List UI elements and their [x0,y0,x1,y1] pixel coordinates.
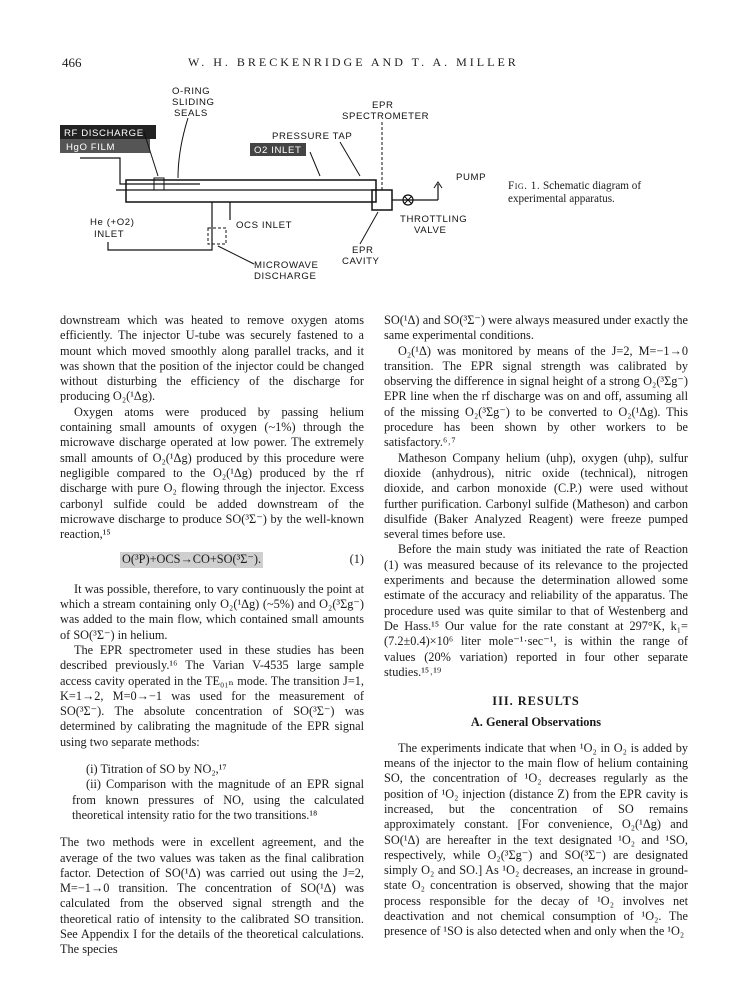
pointer-seals [178,118,188,178]
label-hgo-film: HgO FILM [66,142,116,153]
page-number: 466 [62,55,82,70]
label-spectrometer: SPECTROMETER [342,111,430,122]
list-item: (ii) Comparison with the magnitude of an EPR signal from known pressures of NO, using the calculated theoretical intensity ratio for the two transitions.¹⁸ [72,777,364,822]
apparatus-figure [60,80,500,290]
section-title: III. RESULTS [492,694,580,709]
paragraph: Matheson Company helium (uhp), oxygen (uhp), sulfur dioxide (anhydrous), nitric oxide (technical), nitrogen dioxide, and carbon monoxide (C.P.) were used without further purification. Carbonyl sulfide (Matheson) and carbon disulfide (Baker Analyzed Reagent) were freeze pumped several times before use. [384,450,688,542]
pointer-microwave [218,246,254,264]
label-rf-discharge: RF DISCHARGE [64,128,144,139]
left-column [60,313,364,958]
pointer-o2-inlet [310,152,320,176]
label-epr-cavity-2: CAVITY [342,256,380,267]
apparatus-diagram [60,80,500,290]
label-ocs-inlet: OCS INLET [236,220,293,231]
paragraph: O₂(¹Δ) was monitored by means of the J=2, M=−1→0 transition. The EPR signal strength was calibrated by observing the difference in signal height of a strong O₂(³Σg⁻) EPR line when the rf discharge was on and off, assuming all of the missing O₂(³Σg⁻) to be converted to O₂(¹Δg). This procedure has been shown by other workers to be satisfactory.⁶˒⁷ [384,343,688,450]
paragraph: It was possible, therefore, to vary continuously the point at which a stream containing only O₂(¹Δg) (~5%) and O₂(³Σg⁻) was added to the main flow, which contained small amounts of SO(³Σ⁻) in helium. [60,581,364,642]
label-epr-cavity-1: EPR [352,245,374,256]
label-microwave: MICROWAVE [254,260,319,271]
paragraph: downstream which was heated to remove oxygen atoms efficiently. The injector U-tube was securely fastened to a mount which moved smoothly along parallel tracks, and it was shown that the position of the injector could be changed without disturbing the efficiency of the discharge for producing O₂(¹Δg). [60,313,364,404]
list-item: (i) Titration of SO by NO₂,¹⁷ [86,762,227,777]
paragraph: The experiments indicate that when ¹O₂ in O₂ is added by means of the injector to the main flow of helium containing SO, the concentration of ¹O₂ decreases regularly as the position of ¹O₂ injection (distance Z) from the EPR cavity is increased, but the concentration of SO remains approximately constant. [For convenience, O₂(¹Δg) and SO(¹Δ) are hereafter in the text designated ¹O₂ and ¹SO, respectively, while O₂(³Σg⁻) and SO(³Σ⁻) are designated simply O₂ and SO.] As ¹O₂ decreases, an increase in ground-state O₂ concentration is observed, showing that the major process responsible for the decay of ¹O₂ involves net deactivation and not chemical consumption of ¹O₂. The presence of ¹SO is also detected when and only when the ¹O₂ [384,740,688,939]
right-column [384,313,688,940]
caption-label: Fig. 1. [508,180,541,192]
label-seals: SEALS [174,108,208,119]
subsection-title: A. General Observations [470,715,602,730]
paragraph: Oxygen atoms were produced by passing helium containing small amounts of oxygen (~1%) through the microwave discharge operated at low power. The extremely small amounts of O₂(¹Δg) produced by this procedure were negligible compared to the O₂(¹Δg) produced by the rf discharge with pure O₂ flowing through the injector. Excess carbonyl sulfide could be added downstream of the microwave discharge to produce SO(³Σ⁻) by the well-known reaction,¹⁵ [60,404,364,542]
label-valve: VALVE [414,225,447,236]
label-he-o2: He (+O2) [90,217,135,228]
caption-text: Schematic diagram of experimental apparatus. [508,180,642,205]
paragraph: The two methods were in excellent agreement, and the average of the two values was taken as the final calibration factor. Detection of SO(¹Δ) was carried out using the J=2, M=−1→0 transition. The concentration of SO(¹Δ) was calculated from the observed signal strength and the theoretical ratio of intensity to the calibrated SO transition. See Appendix I for the details of the theoretical calculations. The species [60,835,364,957]
label-pump: PUMP [456,172,487,183]
microwave-cavity [208,228,226,244]
label-discharge: DISCHARGE [254,271,317,282]
pointer-pressure-tap [340,142,360,176]
label-epr-top: EPR [372,100,394,111]
label-sliding: SLIDING [172,97,215,108]
paragraph: Before the main study was initiated the rate of Reaction (1) was measured because of its relevance to the projected experiments and because the determination allowed some estimate of the accuracy and reliability of the apparatus. The procedure used was quite similar to that of Westenberg and De Hass.¹⁵ Our value for the rate constant at 297°K, k₁=(7.2±0.4)×10⁶ liter mole⁻¹·sec⁻¹, is within the range of values (20% variation) reported in four other separate studies.¹⁵˒¹⁹ [384,542,688,679]
pointer-epr-cavity [360,212,378,244]
paragraph: The EPR spectrometer used in these studies has been described previously.¹⁶ The Varian V-4535 large sample access cavity operated in the TE₀₁ₙ mode. The transition J=1, K=1→2, M=0→−1 was used for the measurement of SO(³Σ⁻). The absolute concentration of SO(³Σ⁻) was determined by calibrating the magnitude of the EPR signal using two separate methods: [60,642,364,749]
equation-1 [60,552,364,567]
epr-cavity-box [372,190,392,210]
paragraph: SO(¹Δ) and SO(³Σ⁻) were always measured under exactly the same experimental conditions. [384,313,688,343]
equation-body: O(³P)+OCS→CO+SO(³Σ⁻). [122,552,262,567]
figure-caption [508,180,668,206]
label-pressure-tap: PRESSURE TAP [272,131,353,142]
running-head: W. H. BRECKENRIDGE AND T. A. MILLER [188,55,519,69]
equation-number: (1) [349,552,364,567]
label-o2-inlet: O2 INLET [254,145,302,156]
label-oring: O-RING [172,86,211,97]
label-throttling: THROTTLING [400,214,468,225]
label-inlet: INLET [94,229,125,240]
